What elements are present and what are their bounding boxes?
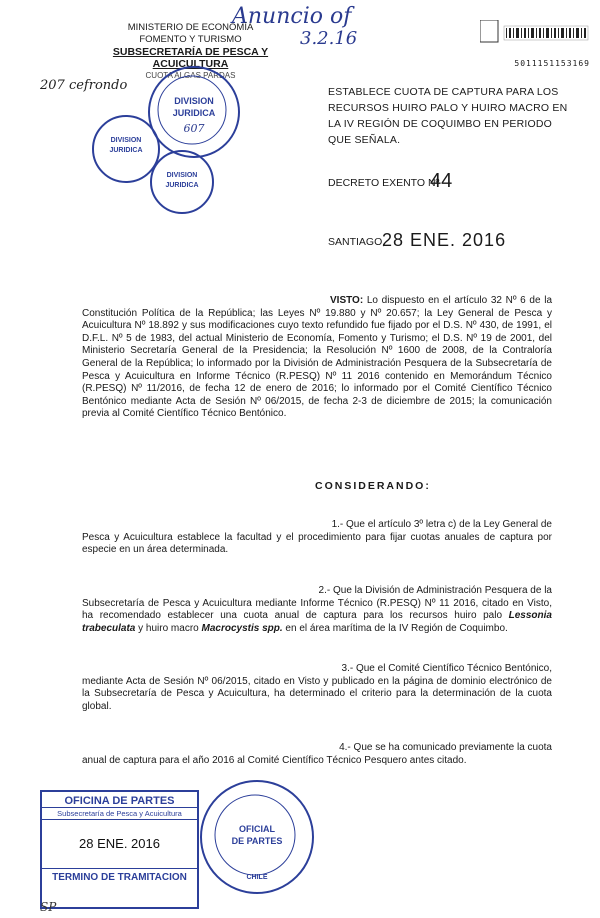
division-juridica-stamp-2 bbox=[92, 115, 160, 183]
considerando-item-1 bbox=[82, 519, 552, 557]
oficina-partes-stamp bbox=[40, 790, 199, 909]
decreto-number: 44 bbox=[430, 170, 453, 192]
subsecretaria-line: SUBSECRETARÍA DE PESCA Y ACUICULTURA bbox=[112, 46, 269, 70]
oficina-date: 28 ENE. 2016 bbox=[79, 836, 160, 851]
considerando-item-4 bbox=[82, 742, 552, 767]
item-2-lead: 2.- Que la División de Administración Pesquera de la bbox=[318, 585, 552, 596]
item-2-text bbox=[82, 598, 552, 636]
stamp3-line1: DIVISION bbox=[166, 172, 198, 179]
oficial-partes-stamp bbox=[200, 780, 314, 894]
item-2-text-c: en el área marítima de la IV Región de Coquimbo. bbox=[282, 622, 508, 634]
handwritten-note: Anuncio of bbox=[232, 4, 352, 29]
barcode bbox=[480, 20, 590, 70]
visto-label: VISTO: bbox=[330, 295, 364, 306]
cuota-line: CUOTA ALGAS PARDAS bbox=[145, 71, 236, 80]
stamp2-line1: DIVISION bbox=[110, 137, 142, 144]
item-2-text-a: Subsecretaría de Pesca y Acuicultura mediante Informe Técnico (R.PESQ) Nº 11 2016, citado en Visto, ha recomendado establecer una cuota anual de captura para los recursos huiro palo bbox=[82, 597, 552, 622]
handwritten-date: 3.2.16 bbox=[300, 28, 358, 49]
handwritten-initials: SP bbox=[40, 900, 57, 914]
oficina-subtitle: Subsecretaría de Pesca y Acuicultura bbox=[42, 808, 197, 820]
stamp-line2: JURIDICA bbox=[172, 108, 216, 118]
round-stamp-bottom: CHILE bbox=[246, 874, 268, 881]
stamp-line1: DIVISION bbox=[174, 96, 214, 106]
handwritten-side-note: 207 cefrondo bbox=[40, 78, 128, 93]
stamp2-line2: JURIDICA bbox=[109, 147, 143, 154]
barcode-icon bbox=[480, 20, 590, 54]
santiago-label: SANTIAGO, bbox=[328, 236, 386, 248]
item-2-text-b: y huiro macro bbox=[135, 622, 202, 634]
ministry-line2: FOMENTO Y TURISMO bbox=[139, 34, 242, 45]
oficina-footer: TERMINO DE TRAMITACION bbox=[42, 868, 197, 883]
visto-text: Lo dispuesto en el artículo 32 Nº 6 de la Constitución Política de la República; las Leyes Nº 19.880 y Nº 20.657; la Ley General de Pesca y Acuicultura Nº 18.892 y sus modificaciones cuyo texto refundido fue fijado por el D.S. Nº 430, de 1991, el D.F.L. Nº 5 de 1983, del actual Ministerio de Economía, Fomento y Turismo; el D.S. Nº 19 de 2001, del Ministerio Secretaría General de la Presidencia; la Resolución Nº 1600 de 2008, de la Contraloría General de la República; lo informado por la División de Administración Pesquera de la Subsecretaría de Pesca y Acuicultura en Informe Técnico (R.PESQ) Nº 11 2016 contenido en Memorándum Técnico (R.PESQ) Nº 11/2016, de fecha 12 de enero de 2016; lo informado por el Comité Científico Técnico Bentónico mediante Acta de Sesión Nº 06/2015, de fecha 2-3 de diciembre de 2015; la comunicación previa al Comité Científico Técnico Bentónico. bbox=[82, 295, 553, 420]
considerando-heading: CONSIDERANDO: bbox=[315, 480, 431, 492]
item-3-text: mediante Acta de Sesión Nº 06/2015, citado en Visto y publicado en la página de dominio electrónico de la Subsecretaría de Pesca y Acuicultura, ha determinado el criterio para la determinación de la cuota global. bbox=[82, 675, 552, 712]
considerando-item-2 bbox=[82, 585, 552, 635]
item-1-text: Pesca y Acuicultura establece la facultad y el procedimiento para fijar cuotas anuales de captura por especie en un área determinada. bbox=[82, 531, 552, 556]
stamp3-line2: JURIDICA bbox=[165, 182, 199, 189]
item-4-text: anual de captura para el año 2016 al Comité Científico Técnico Pesquero antes citado. bbox=[82, 754, 467, 766]
considerando-item-3 bbox=[82, 663, 552, 713]
visto-paragraph bbox=[82, 295, 552, 421]
ministry-line1: MINISTERIO DE ECONOMÍA bbox=[127, 22, 254, 33]
division-juridica-stamp-3 bbox=[150, 150, 214, 214]
item-2-species-2: Macrocystis spp. bbox=[201, 622, 283, 634]
oficina-title: OFICINA DE PARTES bbox=[42, 792, 197, 808]
item-3-lead: 3.- Que el Comité Científico Técnico Bentónico, bbox=[341, 663, 552, 674]
barcode-number: 5011151153169 bbox=[514, 59, 590, 68]
round-stamp-line2: DE PARTES bbox=[231, 836, 283, 846]
document-title: ESTABLECE CUOTA DE CAPTURA PARA LOS RECURSOS HUIRO PALO Y HUIRO MACRO EN LA IV REGIÓN DE COQUIMBO EN PERIODO QUE SEÑALA. bbox=[328, 86, 568, 146]
item-1-lead: 1.- Que el artículo 3º letra c) de la Ley General de bbox=[331, 519, 552, 530]
stamp-hand-number: 607 bbox=[183, 122, 205, 135]
item-4-lead: 4.- Que se ha comunicado previamente la cuota bbox=[339, 742, 552, 753]
round-stamp-line1: OFICIAL bbox=[239, 824, 275, 834]
decreto-label: DECRETO EXENTO Nº bbox=[328, 177, 440, 189]
santiago-date: 28 ENE. 2016 bbox=[382, 230, 507, 250]
division-juridica-stamp bbox=[148, 66, 240, 158]
item-2-species-1: Lessonia trabeculata bbox=[82, 610, 552, 634]
